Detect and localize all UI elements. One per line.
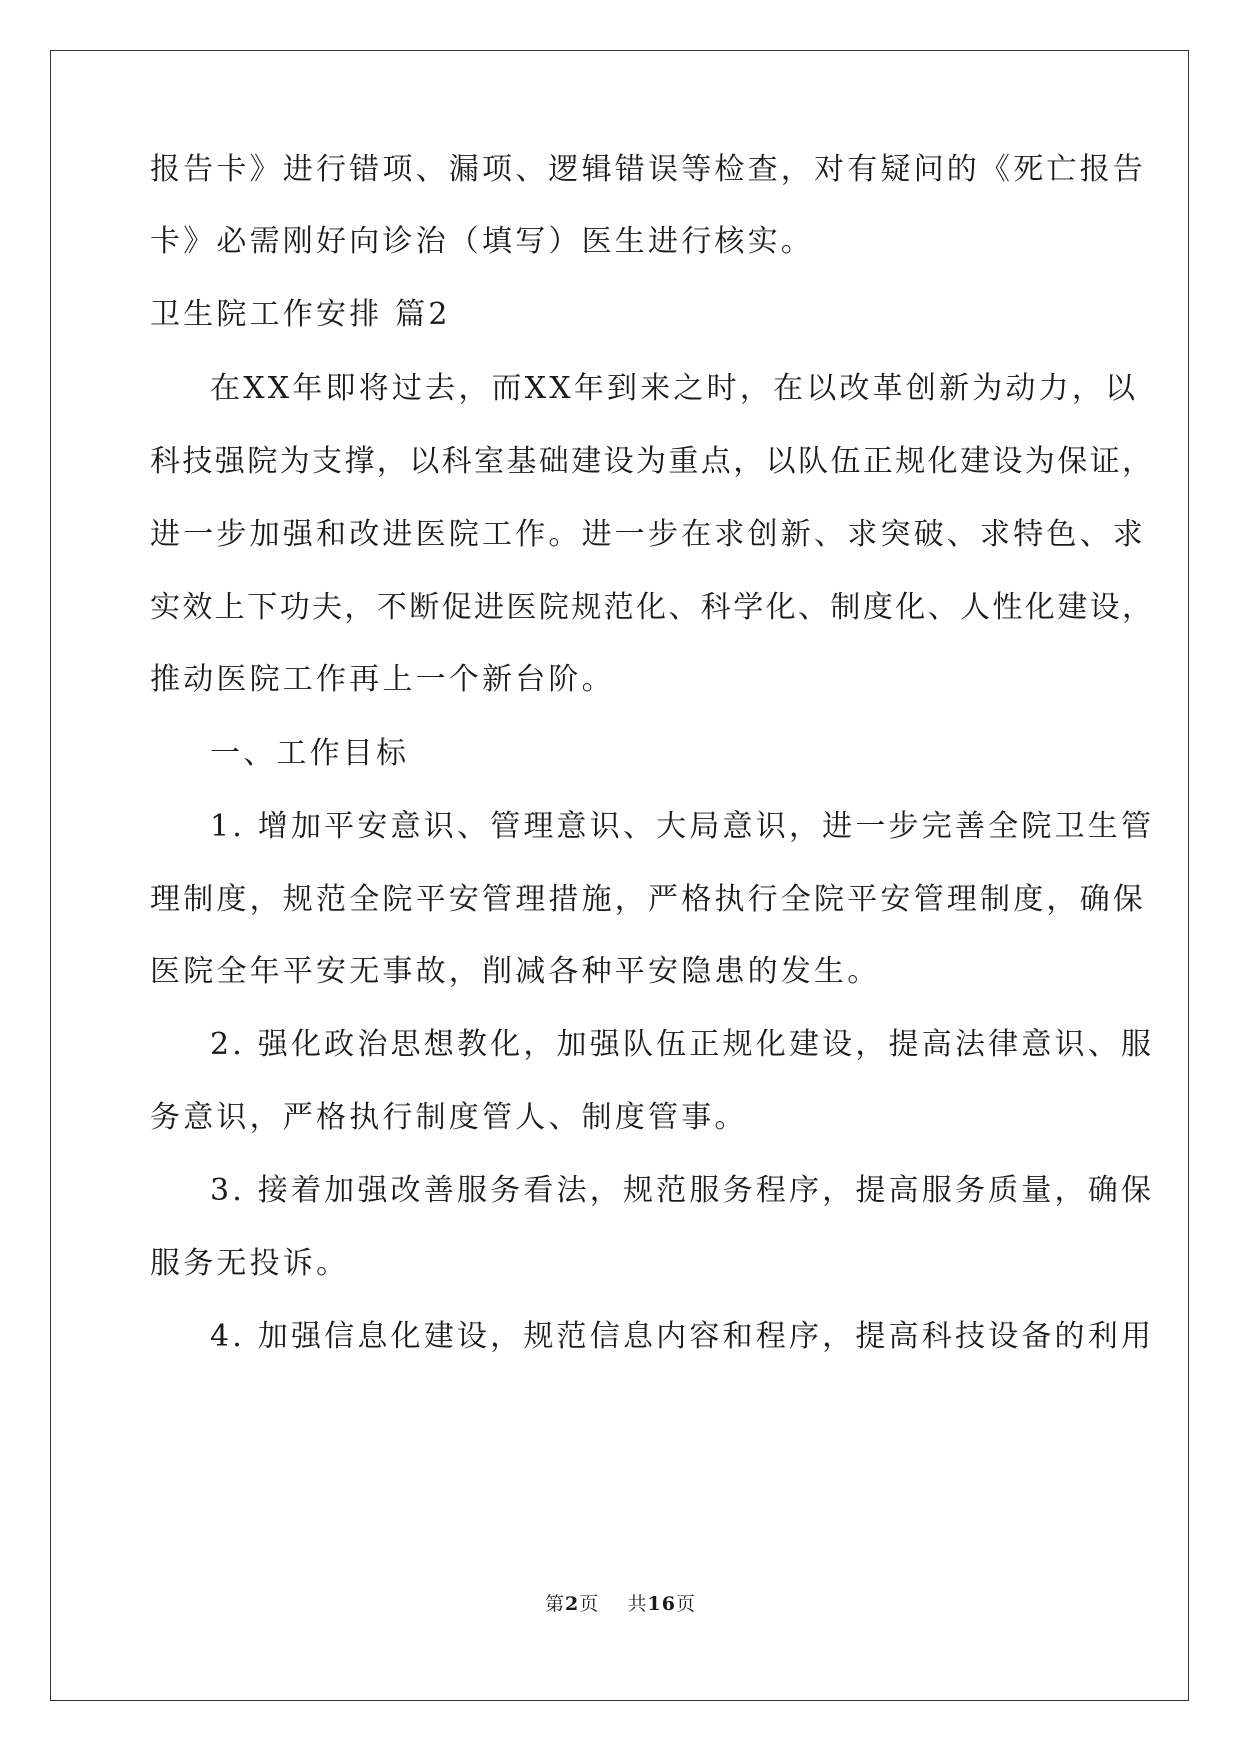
paragraph-first-line: 在XX年即将过去，而XX年到来之时，在以改革创新为动力，以: [210, 371, 1139, 406]
list-item-first-line: 3. 接着加强改善服务看法，规范服务程序，提高服务质量，确保: [210, 1173, 1155, 1208]
page-label-prefix: 第: [545, 1593, 566, 1615]
section-heading: 卫生院工作安排 篇2: [150, 297, 451, 332]
page-label-suffix: 页: [579, 1593, 600, 1615]
page-number: 2: [565, 1593, 580, 1615]
list-item-first-line: 4. 加强信息化建设，规范信息内容和程序，提高科技设备的利用: [210, 1319, 1155, 1354]
list-item-first-line: 2. 强化政治思想教化，加强队伍正规化建设，提高法律意识、服: [210, 1027, 1155, 1062]
text-line: 进一步加强和改进医院工作。进一步在求创新、求突破、求特色、求: [150, 517, 1146, 552]
list-item-first-line: 1. 增加平安意识、管理意识、大局意识，进一步完善全院卫生管: [210, 809, 1155, 844]
text-line: 卡》必需刚好向诊治（填写）医生进行核实。: [150, 224, 814, 259]
text-line: 医院全年平安无事故，削减各种平安隐患的发生。: [150, 954, 881, 989]
subheading: 一、工作目标: [210, 736, 410, 771]
total-pages: 16: [647, 1593, 676, 1615]
text-line: 推动医院工作再上一个新台阶。: [150, 662, 615, 697]
page-footer: [0, 1592, 1241, 1616]
text-line: 务意识，严格执行制度管人、制度管事。: [150, 1100, 748, 1135]
text-line: 理制度，规范全院平安管理措施，严格执行全院平安管理制度，确保: [150, 882, 1146, 917]
text-line: 服务无投诉。: [150, 1246, 350, 1281]
total-label-prefix: 共: [627, 1593, 648, 1615]
total-label-suffix: 页: [675, 1593, 696, 1615]
text-line: 报告卡》进行错项、漏项、逻辑错误等检查，对有疑问的《死亡报告: [150, 152, 1146, 187]
text-line: 实效上下功夫，不断促进医院规范化、科学化、制度化、人性化建设，: [150, 590, 1155, 625]
text-line: 科技强院为支撑，以科室基础建设为重点，以队伍正规化建设为保证，: [150, 444, 1155, 479]
